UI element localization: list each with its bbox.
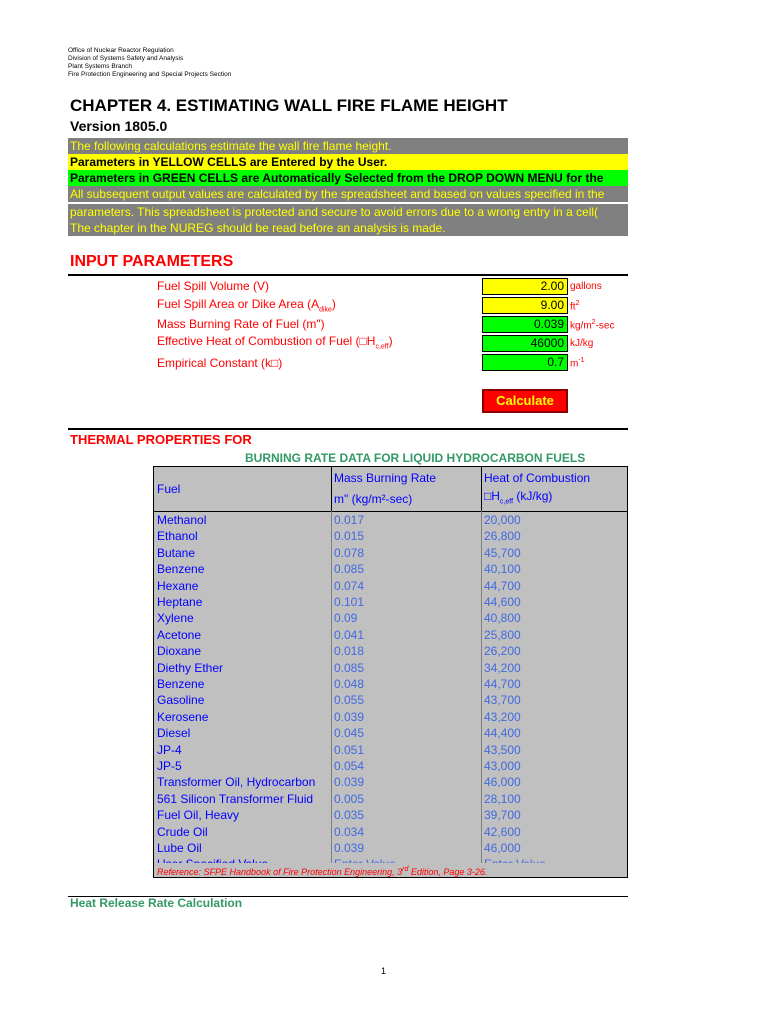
mass-burning-rate-value: 0.09 — [334, 611, 358, 625]
mass-burning-rate-value: 0.085 — [334, 661, 365, 675]
heat-of-combustion-value: 20,000 — [484, 513, 521, 527]
heat-of-combustion-value: 45,700 — [484, 546, 521, 560]
heat-of-combustion-value: 40,100 — [484, 562, 521, 576]
reference-note: Reference: SFPE Handbook of Fire Protection Engineering, 3rd Edition, Page 3-26. — [154, 863, 628, 877]
mass-burning-rate-value: 0.039 — [334, 775, 365, 789]
page-number: 1 — [381, 966, 387, 976]
fuel-name-cell: Hexane — [157, 579, 199, 593]
mass-burning-rate-value: 0.018 — [334, 644, 365, 658]
version-label: Version 1805.0 — [70, 118, 168, 134]
section-divider-2 — [68, 428, 628, 430]
mass-burning-rate-value: 0.035 — [334, 808, 365, 822]
param-label-fuel-spill-volume: Fuel Spill Volume (V) — [157, 279, 270, 293]
heat-of-combustion-value: 34,200 — [484, 661, 521, 675]
header-divider — [481, 467, 482, 511]
fuel-name-cell: Transformer Oil, Hydrocarbon — [157, 775, 316, 789]
fuel-name-cell: Benzene — [157, 562, 205, 576]
heat-of-combustion-value: 26,800 — [484, 529, 521, 543]
column-header-mass-line2: m" (kg/m²-sec) — [334, 492, 413, 506]
org-line-1: Office of Nuclear Reactor Regulation — [68, 47, 174, 54]
heat-of-combustion-value: 25,800 — [484, 628, 521, 642]
heat-of-combustion-value: 43,500 — [484, 743, 521, 757]
heat-of-combustion-value: 39,700 — [484, 808, 521, 822]
fuel-name-cell: Heptane — [157, 595, 203, 609]
header-divider — [331, 467, 332, 511]
heat-of-combustion-value: 43,700 — [484, 693, 521, 707]
mass-burning-rate-value: 0.054 — [334, 759, 365, 773]
fuel-name-cell: Crude Oil — [157, 825, 208, 839]
mass-burning-rate-value: 0.005 — [334, 792, 365, 806]
fuel-name-cell: Dioxane — [157, 644, 202, 658]
header-bottom-border — [154, 511, 627, 512]
heat-of-combustion-value: 40,800 — [484, 611, 521, 625]
mass-burning-rate-value: 0.034 — [334, 825, 365, 839]
heat-of-combustion-value: 44,400 — [484, 726, 521, 740]
heat-of-combustion-value: 43,200 — [484, 710, 521, 724]
unit-ft2: $ft^2$ — [570, 300, 580, 313]
chapter-title: CHAPTER 4. ESTIMATING WALL FIRE FLAME HEIGHT — [70, 96, 508, 115]
fuel-name-cell: Diethy Ether — [157, 661, 224, 675]
column-divider — [331, 511, 332, 877]
fuel-name-cell: Kerosene — [157, 710, 209, 724]
note-line-1: The following calculations estimate the wall fire flame height. — [68, 138, 628, 154]
note-yellow-cells: Parameters in YELLOW CELLS are Entered by the User. — [68, 154, 628, 170]
note-line-6: The chapter in the NUREG should be read before an analysis is made. — [68, 220, 628, 236]
heat-of-combustion-value: 44,700 — [484, 579, 521, 593]
column-header-heat-line1: Heat of Combustion — [484, 471, 591, 485]
fuel-name-cell: Acetone — [157, 628, 202, 642]
mass-burning-rate-value: 0.039 — [334, 710, 365, 724]
param-label-heat-of-combustion: Effective Heat of Combustion of Fuel $(□H_{c,eff})$ — [157, 334, 393, 351]
fuel-name-cell: Fuel Oil, Heavy — [157, 808, 240, 822]
section-divider — [68, 274, 628, 276]
heat-of-combustion-value: 26,200 — [484, 644, 521, 658]
column-header-mass-line1: Mass Burning Rate — [334, 471, 437, 485]
mass-burning-rate-value: 0.015 — [334, 529, 365, 543]
mass-burning-rate-value: 0.017 — [334, 513, 365, 527]
mass-burning-rate-value: 0.055 — [334, 693, 365, 707]
heat-of-combustion-value: 44,700 — [484, 677, 521, 691]
heat-of-combustion-value: 42,600 — [484, 825, 521, 839]
unit-gallons: gallons — [570, 281, 602, 292]
param-label-mass-burning-rate: Mass Burning Rate of Fuel (m") — [157, 317, 325, 331]
input-parameters-title: INPUT PARAMETERS — [70, 253, 234, 270]
column-header-heat-line2: $□H_{c,eff}$ (kJ/kg) — [484, 489, 553, 506]
mass-burning-rate-value: 0.045 — [334, 726, 365, 740]
mass-burning-rate-value: 0.039 — [334, 841, 365, 855]
thermal-properties-title: THERMAL PROPERTIES FOR — [70, 432, 252, 447]
fuel-name-cell: Xylene — [157, 611, 194, 625]
column-header-fuel: Fuel — [157, 482, 181, 496]
fuel-name-cell: JP-5 — [157, 759, 182, 773]
fuel-name-cell: Diesel — [157, 726, 191, 740]
org-line-4: Fire Protection Engineering and Special Projects Section — [68, 71, 232, 78]
heat-of-combustion-value: 28,100 — [484, 792, 521, 806]
fuel-spill-volume-input[interactable]: 2.00 — [482, 278, 568, 295]
fuel-name-cell: Benzene — [157, 677, 205, 691]
note-line-4: All subsequent output values are calculated by the spreadsheet and based on values specified in the — [68, 186, 628, 202]
mass-burning-rate-value: 0.048 — [334, 677, 365, 691]
mass-burning-rate-value: 0.078 — [334, 546, 365, 560]
burning-rate-title: BURNING RATE DATA FOR LIQUID HYDROCARBON FUELS — [245, 451, 586, 465]
fuel-name-cell: Ethanol — [157, 529, 198, 543]
note-green-cells: Parameters in GREEN CELLS are Automatically Selected from the DROP DOWN MENU for the — [68, 170, 628, 186]
org-line-2: Division of Systems Safety and Analysis — [68, 55, 184, 62]
param-label-spill-area: Fuel Spill Area or Dike Area $(A_{dike})$ — [157, 297, 336, 314]
heat-of-combustion-value: 46,000 — [484, 841, 521, 855]
heat-of-combustion-value: 44,600 — [484, 595, 521, 609]
heat-release-rate-title: Heat Release Rate Calculation — [70, 896, 243, 910]
org-line-3: Plant Systems Branch — [68, 63, 132, 70]
fuel-properties-table — [153, 466, 628, 878]
mass-burning-rate-value: 0.085 — [334, 562, 365, 576]
unit-kg-m2-sec: $kg/m^2-\sec$ — [570, 319, 615, 332]
fuel-name-cell: Methanol — [157, 513, 207, 527]
fuel-name-cell: Butane — [157, 546, 196, 560]
calculate-button[interactable]: Calculate — [482, 389, 568, 413]
heat-of-combustion-cell[interactable]: 46000 — [482, 335, 568, 352]
mass-burning-rate-value: 0.051 — [334, 743, 365, 757]
heat-of-combustion-value: 46,000 — [484, 775, 521, 789]
heat-of-combustion-value: 43,000 — [484, 759, 521, 773]
spill-area-input[interactable]: 9.00 — [482, 297, 568, 314]
column-divider — [481, 511, 482, 877]
fuel-name-cell: Lube Oil — [157, 841, 202, 855]
mass-burning-rate-value: 0.041 — [334, 628, 365, 642]
note-line-5: parameters. This spreadsheet is protected and secure to avoid errors due to a wrong entry in a cell( — [68, 204, 628, 220]
empirical-constant-cell[interactable]: 0.7 — [482, 354, 568, 371]
fuel-name-cell: 561 Silicon Transformer Fluid — [157, 792, 314, 806]
mass-burning-rate-value: 0.101 — [334, 595, 365, 609]
unit-m-inverse: $m^{-1}$ — [570, 357, 585, 370]
unit-kj-kg: kJ/kg — [570, 338, 594, 349]
fuel-name-cell: JP-4 — [157, 743, 182, 757]
fuel-name-cell: Gasoline — [157, 693, 205, 707]
param-label-empirical-constant: Empirical Constant (k□) — [157, 356, 283, 370]
mass-burning-rate-value: 0.074 — [334, 579, 365, 593]
mass-burning-rate-cell[interactable]: 0.039 — [482, 316, 568, 333]
